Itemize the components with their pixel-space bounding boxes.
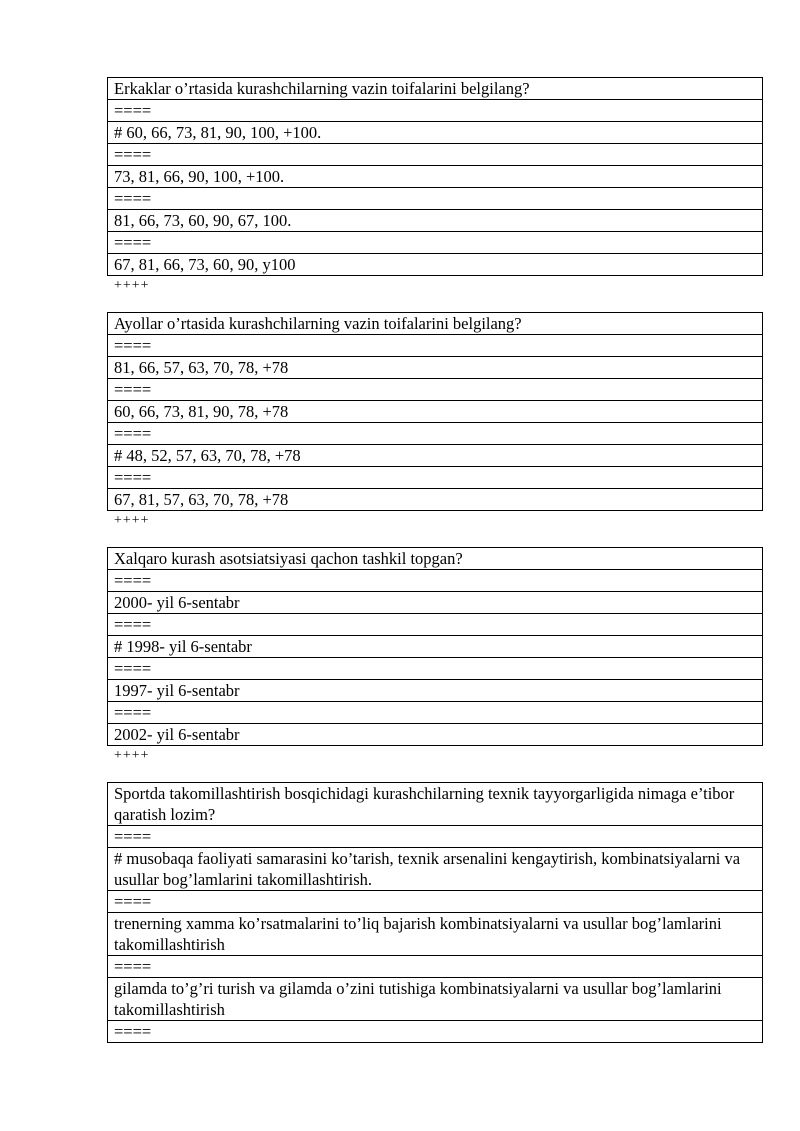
answer-option: 2000- yil 6-sentabr	[108, 592, 763, 614]
separator-row: ====	[108, 570, 763, 592]
separator-row: ====	[108, 232, 763, 254]
separator-row: ====	[108, 188, 763, 210]
question-block-1	[107, 77, 763, 294]
answer-option: gilamda to’g’ri turish va gilamda o’zini tutishiga kombinatsiyalarni va usullar bog’lamlarini takomillashtirish	[108, 978, 763, 1021]
separator-row: ====	[108, 891, 763, 913]
separator-row: ====	[108, 658, 763, 680]
separator-row: ====	[108, 614, 763, 636]
answer-option-correct: # musobaqa faoliyati samarasini ko’tarish, texnik arsenalini kengaytirish, kombinatsiyalarni va usullar bog’lamlarini takomillashtirish.	[108, 848, 763, 891]
separator-row: ====	[108, 702, 763, 724]
question-end-marker: ++++	[114, 278, 150, 293]
question-block-4	[107, 782, 763, 1043]
question-table-1	[107, 77, 763, 276]
answer-option: 81, 66, 73, 60, 90, 67, 100.	[108, 210, 763, 232]
separator-row: ====	[108, 956, 763, 978]
answer-option: 81, 66, 57, 63, 70, 78, +78	[108, 357, 763, 379]
question-text: Ayollar o’rtasida kurashchilarning vazin toifalarini belgilang?	[108, 313, 763, 335]
separator-row: ====	[108, 423, 763, 445]
answer-option: trenerning xamma ko’rsatmalarini to’liq bajarish kombinatsiyalarni va usullar bog’lamlarini takomillashtirish	[108, 913, 763, 956]
answer-option: 73, 81, 66, 90, 100, +100.	[108, 166, 763, 188]
answer-option: 1997- yil 6-sentabr	[108, 680, 763, 702]
question-text: Erkaklar o’rtasida kurashchilarning vazin toifalarini belgilang?	[108, 78, 763, 100]
separator-row: ====	[108, 826, 763, 848]
question-text: Xalqaro kurash asotsiatsiyasi qachon tashkil topgan?	[108, 548, 763, 570]
answer-option: 67, 81, 57, 63, 70, 78, +78	[108, 489, 763, 511]
answer-option-correct: # 48, 52, 57, 63, 70, 78, +78	[108, 445, 763, 467]
question-table-4	[107, 782, 763, 1043]
question-table-3	[107, 547, 763, 746]
separator-row: ====	[108, 100, 763, 122]
question-block-3	[107, 547, 763, 764]
separator-row: ====	[108, 379, 763, 401]
answer-option-correct: # 60, 66, 73, 81, 90, 100, +100.	[108, 122, 763, 144]
separator-row: ====	[108, 1021, 763, 1043]
answer-option: 60, 66, 73, 81, 90, 78, +78	[108, 401, 763, 423]
question-end-marker: ++++	[114, 748, 150, 763]
question-end-marker: ++++	[114, 513, 150, 528]
question-text: Sportda takomillashtirish bosqichidagi kurashchilarning texnik tayyorgarligida nimaga e’tibor qaratish lozim?	[108, 783, 763, 826]
separator-row: ====	[108, 467, 763, 489]
answer-option: 67, 81, 66, 73, 60, 90, у100	[108, 254, 763, 276]
question-block-2	[107, 312, 763, 529]
separator-row: ====	[108, 335, 763, 357]
answer-option-correct: # 1998- yil 6-sentabr	[108, 636, 763, 658]
answer-option: 2002- yil 6-sentabr	[108, 724, 763, 746]
separator-row: ====	[108, 144, 763, 166]
question-table-2	[107, 312, 763, 511]
